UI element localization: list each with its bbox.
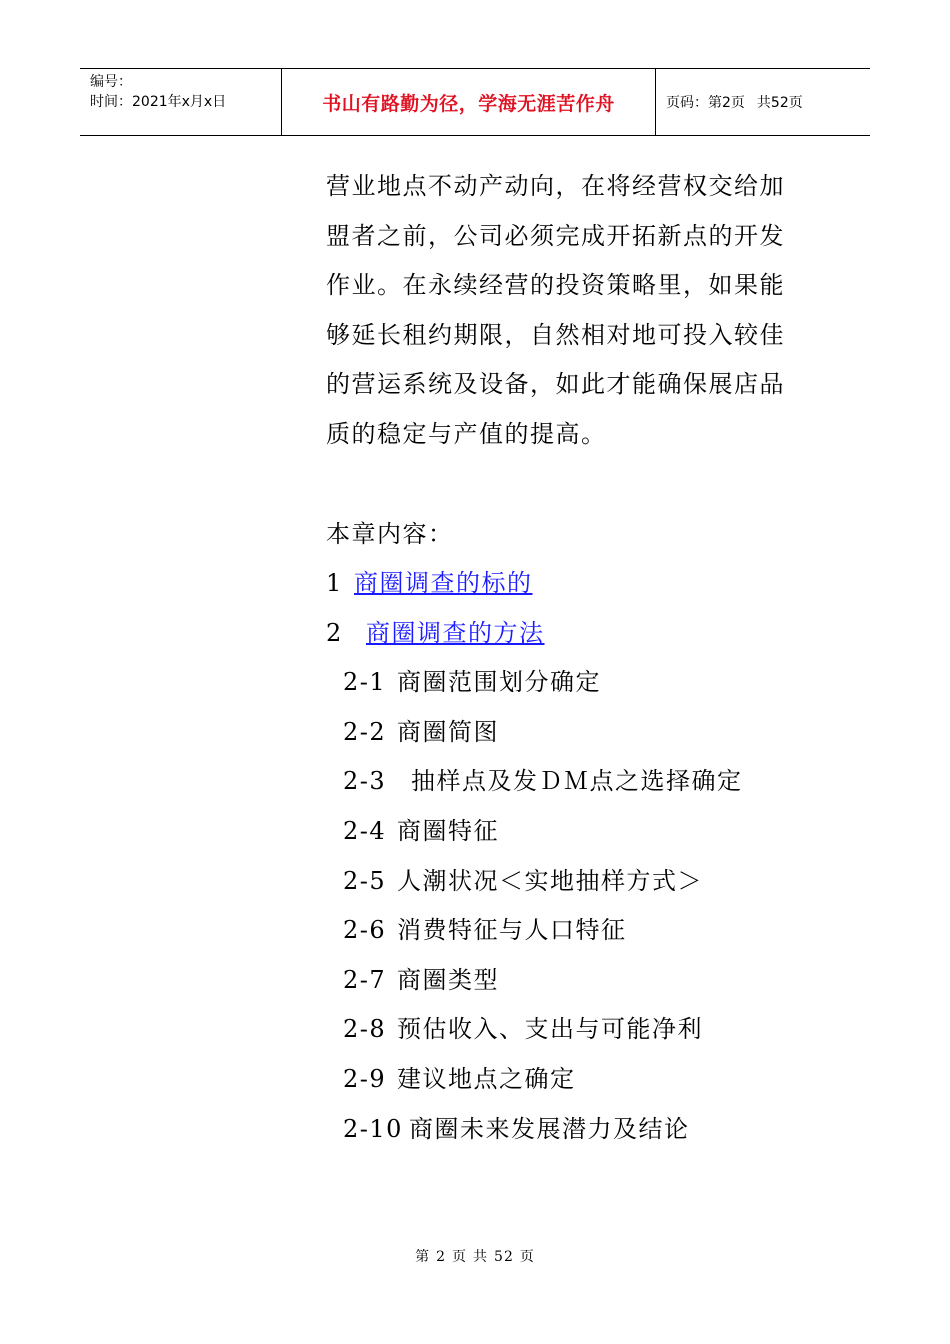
toc-subitem bbox=[326, 956, 743, 1006]
toc-item-label: 商圈范围划分确定 bbox=[397, 668, 601, 697]
body-line: 够延长租约期限，自然相对地可投入较佳 bbox=[326, 320, 785, 349]
toc-subitem bbox=[326, 708, 743, 758]
toc-item-label: 商圈未来发展潜力及结论 bbox=[409, 1114, 690, 1143]
toc-item-number: 2-10 bbox=[343, 1114, 403, 1143]
footer-page-suffix: 页 bbox=[452, 1249, 468, 1265]
toc-item bbox=[326, 559, 743, 609]
footer-total-suffix: 页 bbox=[519, 1249, 535, 1265]
toc-item-number: 2 bbox=[326, 618, 343, 647]
header-total-label: 共52页 bbox=[756, 95, 803, 111]
toc-item bbox=[326, 609, 743, 659]
toc-item-label: 抽样点及发ＤＭ点之选择确定 bbox=[411, 767, 743, 796]
toc-title: 本章内容： bbox=[326, 520, 454, 548]
header-page-label: 页码：第2页 bbox=[666, 95, 745, 111]
toc-subitem bbox=[326, 1005, 743, 1055]
header-page-info bbox=[656, 69, 870, 135]
toc-subitem bbox=[326, 658, 743, 708]
toc-item-number: 2-7 bbox=[343, 965, 387, 994]
page-footer bbox=[0, 1246, 950, 1266]
toc-item-label: 人潮状况＜实地抽样方式＞ bbox=[397, 866, 703, 895]
table-of-contents bbox=[326, 559, 743, 1154]
toc-subitem bbox=[326, 1055, 743, 1105]
toc-item-label: 商圈类型 bbox=[397, 965, 499, 994]
body-paragraph bbox=[326, 162, 816, 459]
body-line: 作业。在永续经营的投资策略里，如果能 bbox=[326, 271, 785, 299]
time-label: 时间：2021年x月x日 bbox=[90, 94, 227, 110]
toc-link-survey-target[interactable]: 商圈调查的标的 bbox=[354, 569, 533, 597]
toc-item-number: 1 bbox=[326, 569, 343, 597]
toc-item-label: 商圈简图 bbox=[397, 717, 499, 746]
toc-item-number: 2-3 bbox=[343, 767, 387, 796]
toc-item-label: 建议地点之确定 bbox=[397, 1064, 576, 1093]
toc-item-number: 2-2 bbox=[343, 717, 387, 746]
footer-page-number: 2 bbox=[436, 1249, 447, 1265]
toc-subitem bbox=[326, 757, 743, 807]
toc-subitem bbox=[326, 857, 743, 907]
header-motto: 书山有路勤为径，学海无涯苦作舟 bbox=[282, 69, 656, 135]
toc-subitem bbox=[326, 1105, 743, 1155]
footer-total-prefix: 共 bbox=[473, 1249, 489, 1265]
toc-item-label: 预估收入、支出与可能净利 bbox=[397, 1015, 703, 1044]
toc-item-number: 2-6 bbox=[343, 916, 387, 945]
page-header bbox=[80, 68, 870, 136]
body-line: 的营运系统及设备，如此才能确保展店品 bbox=[326, 370, 785, 398]
body-line: 质的稳定与产值的提高。 bbox=[326, 419, 607, 448]
header-meta bbox=[80, 69, 282, 135]
toc-item-number: 2-5 bbox=[343, 866, 387, 895]
toc-item-label: 商圈特征 bbox=[397, 816, 499, 845]
toc-item-number: 2-1 bbox=[343, 668, 387, 697]
toc-item-label: 消费特征与人口特征 bbox=[397, 916, 627, 945]
body-line: 盟者之前，公司必须完成开拓新点的开发 bbox=[326, 221, 785, 250]
toc-item-number: 2-9 bbox=[343, 1064, 387, 1093]
toc-link-survey-method[interactable]: 商圈调查的方法 bbox=[366, 618, 545, 647]
body-line: 营业地点不动产动向，在将经营权交给加 bbox=[326, 172, 785, 200]
toc-subitem bbox=[326, 906, 743, 956]
toc-subitem bbox=[326, 807, 743, 857]
toc-item-number: 2-8 bbox=[343, 1015, 387, 1044]
serial-label: 编号： bbox=[90, 74, 132, 90]
footer-total-number: 52 bbox=[494, 1249, 514, 1265]
footer-page-prefix: 第 bbox=[415, 1249, 431, 1265]
toc-item-number: 2-4 bbox=[343, 816, 387, 845]
